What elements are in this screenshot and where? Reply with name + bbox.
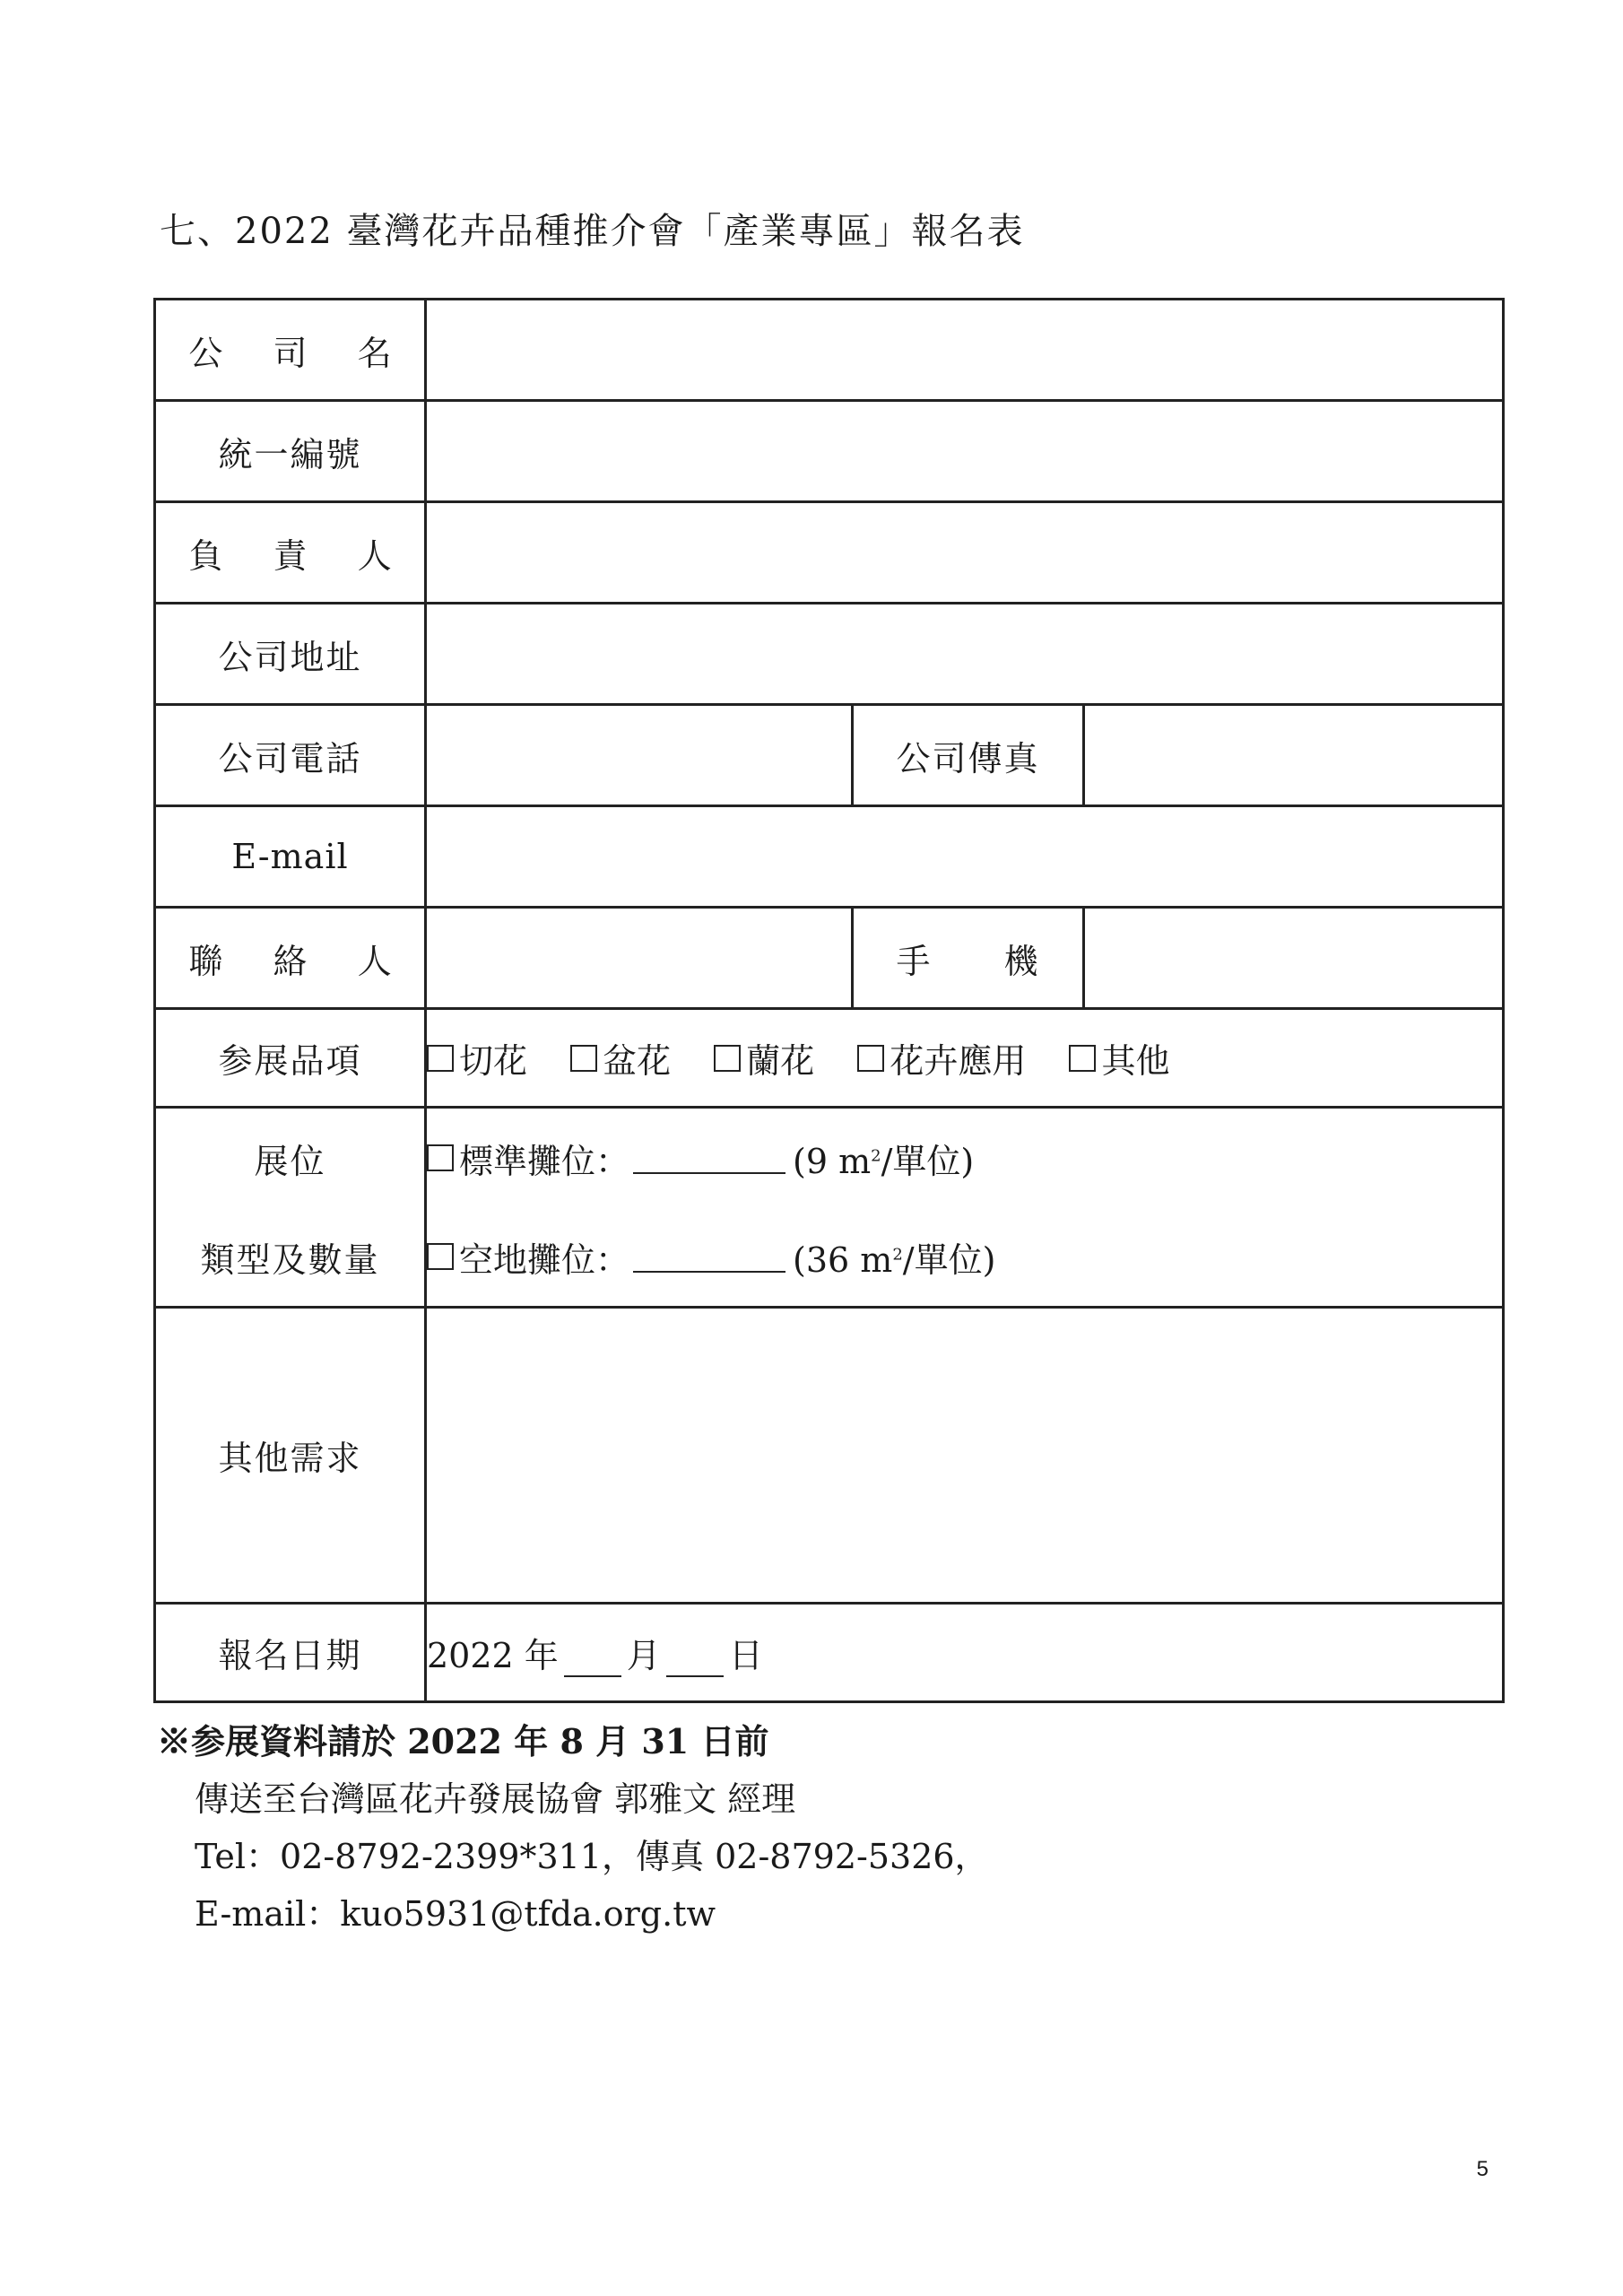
- booth-open-line: [427, 1207, 1502, 1306]
- checkbox-booth-open[interactable]: [427, 1243, 454, 1270]
- address-field[interactable]: [426, 604, 1504, 705]
- mobile-field[interactable]: [1084, 908, 1504, 1009]
- category-potted-flower-label: 盆花: [603, 1041, 672, 1081]
- date-year: 2022 年: [427, 1636, 559, 1675]
- booth-label: [155, 1108, 426, 1308]
- company-name-label: 公 司 名: [155, 300, 426, 401]
- booth-open-quantity-blank[interactable]: [633, 1240, 785, 1273]
- row-other-requests: [155, 1308, 1504, 1604]
- booth-options: [426, 1108, 1504, 1308]
- date-field: [426, 1604, 1504, 1702]
- registration-form: [153, 298, 1505, 1703]
- category-options: [426, 1009, 1504, 1108]
- other-requests-field[interactable]: [426, 1308, 1504, 1604]
- date-month-blank[interactable]: [564, 1645, 621, 1677]
- date-month-label: 月: [626, 1636, 661, 1675]
- owner-label: 負 責 人: [155, 502, 426, 604]
- row-owner: [155, 502, 1504, 604]
- other-label: 其他需求: [155, 1308, 426, 1604]
- checkbox-booth-standard[interactable]: [427, 1144, 454, 1171]
- category-floral-application-label: 花卉應用: [890, 1041, 1027, 1081]
- checkbox-floral-application[interactable]: [857, 1045, 884, 1072]
- tax-id-field[interactable]: [426, 401, 1504, 502]
- row-date: [155, 1604, 1504, 1702]
- phone-label: 公司電話: [155, 705, 426, 806]
- row-email: [155, 806, 1504, 908]
- booth-open-unit: (36 $m^2/$單位): [793, 1239, 996, 1280]
- email-field[interactable]: [426, 806, 1504, 908]
- contact-tel-fax: Tel：02-8792-2399*311，傳真 02-8792-5326，: [195, 1837, 989, 1876]
- deadline-note: ※参展資料請於 2022 年 8 月 31 日前: [157, 1721, 769, 1761]
- category-label: 参展品項: [155, 1009, 426, 1108]
- page-title: 七、2022 臺灣花卉品種推介會「產業專區」報名表: [160, 211, 1025, 252]
- category-other-label: 其他: [1101, 1041, 1170, 1081]
- checkbox-orchid[interactable]: [714, 1045, 741, 1072]
- contact-field[interactable]: [426, 908, 853, 1009]
- row-categories: [155, 1009, 1504, 1108]
- contact-email: E-mail：kuo5931@tfda.org.tw: [195, 1894, 716, 1934]
- category-cut-flower-label: 切花: [459, 1041, 528, 1081]
- category-cut-flower[interactable]: [427, 1033, 527, 1083]
- date-day-label: 日: [728, 1636, 763, 1675]
- recipient-note: 傳送至台灣區花卉發展協會 郭雅文 經理: [195, 1779, 796, 1819]
- category-orchid-label: 蘭花: [746, 1041, 815, 1081]
- fax-label: 公司傳真: [853, 705, 1084, 806]
- mobile-label: 手 機: [853, 908, 1084, 1009]
- checkbox-cut-flower[interactable]: [427, 1045, 454, 1072]
- category-floral-application[interactable]: [857, 1033, 1026, 1083]
- date-day-blank[interactable]: [666, 1645, 724, 1677]
- row-tax-id: [155, 401, 1504, 502]
- booth-standard-line: [427, 1109, 1502, 1207]
- checkbox-potted-flower[interactable]: [570, 1045, 597, 1072]
- page-number: 5: [1476, 2157, 1488, 2181]
- booth-label-line2: 類型及數量: [200, 1239, 380, 1280]
- phone-field[interactable]: [426, 705, 853, 806]
- address-label: 公司地址: [155, 604, 426, 705]
- email-label: E-mail: [155, 806, 426, 908]
- submission-notes: [157, 1713, 989, 1943]
- category-other[interactable]: [1069, 1033, 1169, 1083]
- owner-field[interactable]: [426, 502, 1504, 604]
- date-label: 報名日期: [155, 1604, 426, 1702]
- row-contact-mobile: [155, 908, 1504, 1009]
- company-name-field[interactable]: [426, 300, 1504, 401]
- row-company-name: [155, 300, 1504, 401]
- booth-open-label: 空地攤位：: [459, 1239, 630, 1280]
- booth-standard-label: 標準攤位：: [459, 1141, 630, 1181]
- row-booth: [155, 1108, 1504, 1308]
- category-potted-flower[interactable]: [570, 1033, 671, 1083]
- booth-standard-unit: (9 $m^2/$單位): [793, 1141, 975, 1181]
- contact-label: 聯 絡 人: [155, 908, 426, 1009]
- booth-label-line1: 展位: [254, 1141, 326, 1181]
- row-address: [155, 604, 1504, 705]
- checkbox-other[interactable]: [1069, 1045, 1096, 1072]
- category-orchid[interactable]: [714, 1033, 814, 1083]
- booth-standard-quantity-blank[interactable]: [633, 1142, 785, 1174]
- fax-field[interactable]: [1084, 705, 1504, 806]
- row-phone-fax: [155, 705, 1504, 806]
- tax-id-label: 統一編號: [155, 401, 426, 502]
